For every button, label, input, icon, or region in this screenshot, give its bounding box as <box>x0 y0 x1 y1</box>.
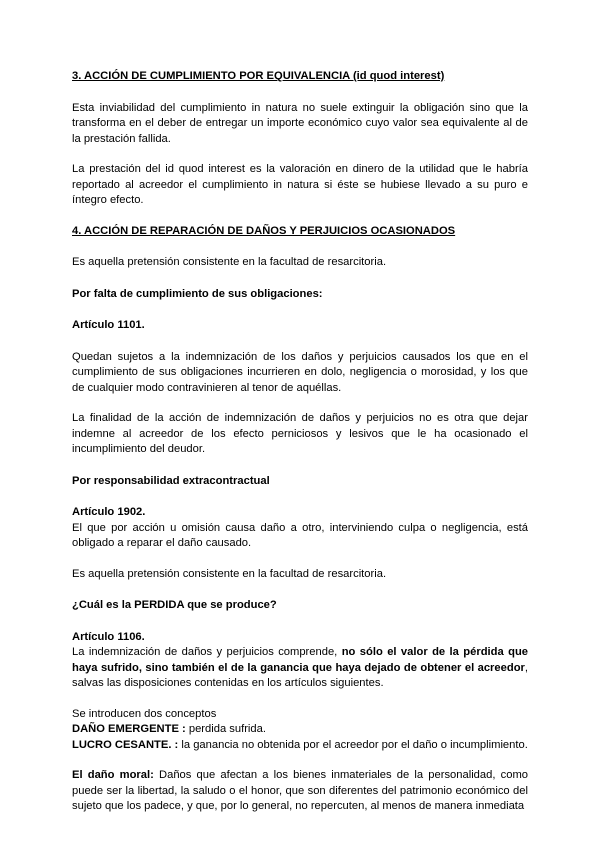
article-1101-text: Quedan sujetos a la indemnización de los daños y perjuicios causados los que en el cumplimiento de sus obligaciones incurrieren en dolo, negligencia o morosidad, y los que de cualquier modo contravinieren al tenor de aquéllas. <box>72 350 528 394</box>
section-3-heading: 3. ACCIÓN DE CUMPLIMIENTO POR EQUIVALENCIA (id quod interest) <box>72 70 445 82</box>
question-perdida: ¿Cuál es la PERDIDA que se produce? <box>72 599 277 611</box>
article-1101-title: Artículo 1101. <box>72 319 145 331</box>
dano-moral-text: Daños que afectan a los bienes inmateriales de la personalidad, como puede ser la libertad, la saludo o el honor, que son diferentes del patrimonio económico del sujeto que los padece, y que, por lo general, no repercuten, al menos de manera inmediata <box>72 769 528 812</box>
article-1902-text: El que por acción u omisión causa daño a otro, interviniendo culpa o negligencia, está obligado a reparar el daño causado. <box>72 521 528 549</box>
dano-moral-label: El daño moral: <box>72 769 154 781</box>
lucro-cesante-label: LUCRO CESANTE. : <box>72 738 179 751</box>
section-3-paragraph-1: Esta inviabilidad del cumplimiento in natura no suele extinguir la obligación sino que la transforma en el deber de entregar un importe económico cuyo valor sea equivalente al de la prestación fallida. <box>72 101 528 145</box>
section-3-paragraph-2: La prestación del id quod interest es la valoración en dinero de la utilidad que le habría reportado al acreedor el cumplimiento in natura si éste se hubiese llevado a su puro e íntegro efecto. <box>72 163 528 206</box>
article-1106-title: Artículo 1106. <box>72 630 145 643</box>
subheading-falta-cumplimiento: Por falta de cumplimiento de sus obligaciones: <box>72 287 323 300</box>
lucro-cesante-text: la ganancia no obtenida por el acreedor por el daño o incumplimiento. <box>178 738 528 751</box>
dano-moral-paragraph <box>72 768 528 815</box>
conceptos-intro: Se introducen dos conceptos <box>72 707 217 720</box>
dano-emergente-label: DAÑO EMERGENTE : <box>72 723 186 735</box>
article-1106-text-start: La indemnización de daños y perjuicios comprende, <box>72 646 342 658</box>
section-4-heading: 4. ACCIÓN DE REPARACIÓN DE DAÑOS Y PERJUICIOS OCASIONADOS <box>72 224 456 237</box>
article-1106-text-end: , salvas las disposiciones contenidas en los artículos siguientes. <box>72 661 528 689</box>
article-1106-text-bold: no sólo el valor de la pérdida que haya sufrido, sino también el de la ganancia que haya dejado de obtener el acreedor <box>72 646 528 674</box>
article-1106-text <box>72 645 528 692</box>
article-1902-title: Artículo 1902. <box>72 506 146 518</box>
section-4-intro-repeat: Es aquella pretensión consistente en la facultad de resarcitoria. <box>72 567 387 580</box>
finalidad-paragraph: La finalidad de la acción de indemnización de daños y perjuicios no es otra que dejar indemne al acreedor de los efecto perniciosos y lesivos que le ha ocasionado el incumplimiento del deudor. <box>72 412 528 455</box>
lucro-cesante-line <box>72 738 528 754</box>
dano-emergente-line <box>72 722 528 738</box>
section-4-intro: Es aquella pretensión consistente en la facultad de resarcitoria. <box>72 256 387 268</box>
dano-emergente-text: perdida sufrida. <box>185 723 266 735</box>
subheading-responsabilidad-extracontractual: Por responsabilidad extracontractual <box>72 474 270 487</box>
